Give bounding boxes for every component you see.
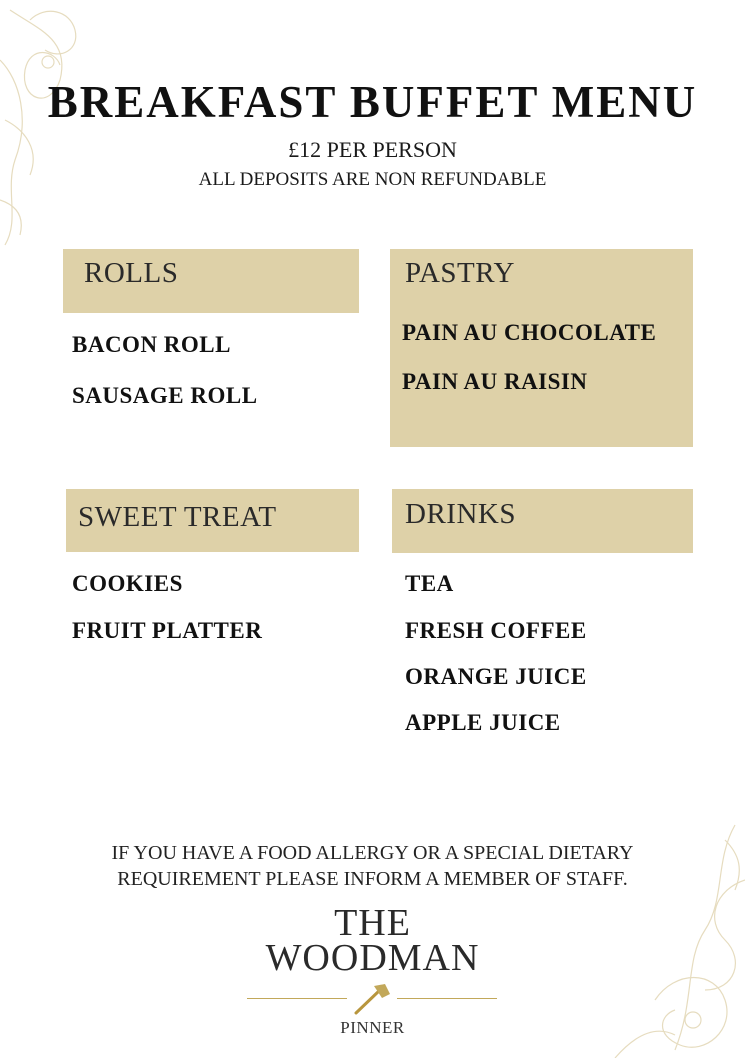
menu-item: FRESH COFFEE [405,618,587,643]
axe-icon [352,982,392,1016]
menu-item: PAIN AU CHOCOLATE [402,320,657,345]
price-per-person: £12 PER PERSON [288,137,457,162]
sweet-treat-label: SWEET TREAT [78,501,277,533]
allergy-notice-line-1: IF YOU HAVE A FOOD ALLERGY OR A SPECIAL DIETARY [111,842,634,864]
menu-item: FRUIT PLATTER [72,618,263,643]
menu-item: COOKIES [72,571,183,596]
menu-item: APPLE JUICE [405,710,561,735]
logo-text-woodman: WOODMAN [265,937,480,979]
logo-text-the: THE [334,902,411,944]
allergy-notice-line-2: REQUIREMENT PLEASE INFORM A MEMBER OF STAFF. [117,868,628,890]
logo-divider-right [397,998,497,999]
deposit-note: ALL DEPOSITS ARE NON REFUNDABLE [198,169,547,190]
allergy-notice [0,840,745,892]
menu-item: ORANGE JUICE [405,664,587,689]
menu-item: SAUSAGE ROLL [72,383,258,408]
menu-item: TEA [405,571,454,596]
logo-divider-left [247,998,347,999]
menu-title: BREAKFAST BUFFET MENU [47,77,698,127]
menu-item: PAIN AU RAISIN [402,369,588,394]
pastry-label: PASTRY [405,257,515,289]
logo-location: PINNER [340,1018,405,1037]
drinks-label: DRINKS [405,498,516,530]
menu-item: BACON ROLL [72,332,231,357]
rolls-label: ROLLS [84,257,179,289]
